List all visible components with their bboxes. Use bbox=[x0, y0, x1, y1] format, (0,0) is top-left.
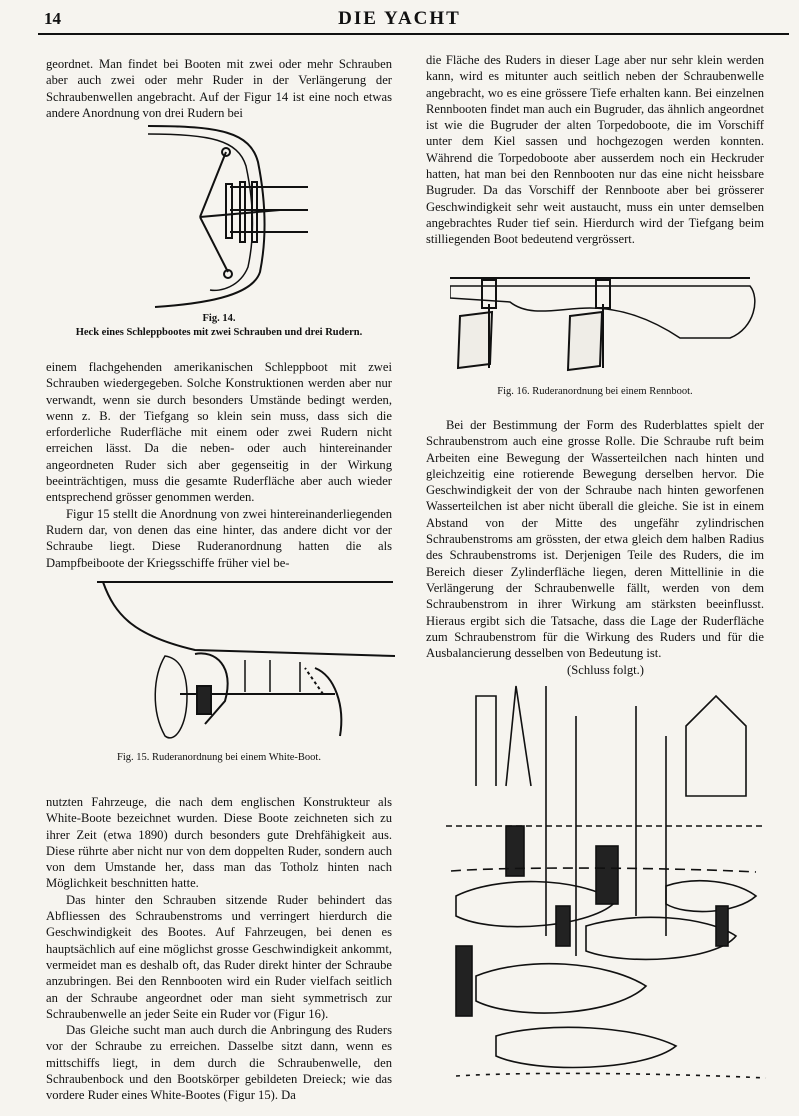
right-column-block-2 bbox=[426, 417, 764, 678]
figure-16 bbox=[450, 268, 760, 378]
figure-15-caption: Fig. 15. Ruderanordnung bei einem White-Boot. bbox=[117, 752, 321, 763]
paragraph: Figur 15 stellt die Anordnung von zwei hintereinanderliegenden Rudern dar, von denen das eine hinter, das andere dicht vor der Schraube liegt. Diese Ruderanordnung hatten die als Dampfbeiboote der Kriegsschiffe früher viel be- bbox=[46, 506, 392, 570]
right-column-block-1 bbox=[426, 52, 764, 248]
figure-14-drawing bbox=[140, 122, 390, 312]
figure-14 bbox=[140, 122, 390, 312]
figure-15 bbox=[95, 576, 395, 746]
page-number: 14 bbox=[44, 9, 61, 28]
closing-note: (Schluss folgt.) bbox=[567, 663, 644, 678]
left-column-block-2 bbox=[46, 359, 392, 571]
header-rule bbox=[38, 33, 789, 35]
figure-15-drawing bbox=[95, 576, 395, 746]
figure-14-title: Heck eines Schleppbootes mit zwei Schrauben und drei Rudern. bbox=[75, 327, 363, 338]
figure-14-number: Fig. 14. bbox=[202, 313, 236, 324]
magazine-title: DIE YACHT bbox=[338, 8, 461, 29]
paragraph: einem flachgehenden amerikanischen Schleppboot mit zwei Schrauben wiedergegeben. Solche Konstruktionen werden aber nur verwandt, wenn sie durch besonders Umstände bedingt werden, wenn z. B. der Tiefgang so klein sein muss, dass sich die erforderliche Ruderfläche mit einem oder zwei Rudern nicht erreichen lässt. Da die neben- oder auch hintereinander angeordneten Ruder sich aber gegenseitig in der Wirkung beeinträchtigen, muss die gesamte Ruderfläche aber auch wieder entsprechend grösser genommen werden. bbox=[46, 360, 392, 505]
left-column-block-3 bbox=[46, 794, 392, 1104]
figure-14-caption bbox=[46, 312, 392, 340]
paragraph: die Fläche des Ruders in dieser Lage aber nur sehr klein werden kann, wird es mitunter auch seitlich neben der Schraubenwelle angebracht, wo es eine grössere Tiefe erhalten kann. Bei einzelnen Rennbooten findet man auch ein Bugruder, das ähnlich angeordnet ist wie die Bugruder der alten Torpedoboote, die im Vorschiff unter dem Kiel sassen und hochgezogen werden konnten. Während die Torpedoboote aber ausserdem noch ein Heckruder hatten, hat man bei den Rennbooten nur das eine nicht heissbare Bugruder. Da das Vorschiff der Rennboote aber bei grösserer Geschwindigkeit sehr weit austaucht, muss ein unter demselben angebrachtes Ruder tief sein. Hierdurch wird der Tiefgang beim stilliegenden Boot bedeutend vergrössert. bbox=[426, 53, 764, 247]
harbor-sketch bbox=[436, 676, 776, 1086]
figure-16-drawing bbox=[450, 268, 760, 378]
left-column-block-1 bbox=[46, 56, 392, 121]
figure-16-caption: Fig. 16. Ruderanordnung bei einem Rennboot. bbox=[497, 386, 693, 397]
paragraph: geordnet. Man findet bei Booten mit zwei oder mehr Schrauben aber auch zwei oder mehr Ruder in der Verlängerung der Schraubenwellen angebracht. Auf der Figur 14 ist eine noch etwas andere Anordnung von drei Rudern bei bbox=[46, 57, 392, 120]
paragraph: nutzten Fahrzeuge, die nach dem englischen Konstrukteur als White-Boote bezeichnet wurden. Diese Boote zeichneten sich zu ihrer Zeit (etwa 1890) durch besonders gute Drehfähigkeit aus. Diese rührte aber nicht nur von dem doppelten Ruder, sondern auch von dem Umstande her, dass man das Totholz hinten nach Möglichkeit beschnitten hatte. bbox=[46, 795, 392, 891]
harbor-sketch-drawing bbox=[436, 676, 776, 1086]
paragraph: Das Gleiche sucht man auch durch die Anbringung des Ruders vor der Schraube zu erreichen. Dasselbe sitzt dann, wenn es mittschiffs liegt, in dem durch die Schraubenwelle, den Schraubenbock und den Bootskörper gebildeten Dreieck; wie das vordere Ruder eines White-Bootes (Figur 15). Da bbox=[46, 1023, 392, 1103]
paragraph: Das hinter den Schrauben sitzende Ruder behindert das Abfliessen des Schraubenstroms und verringert hierdurch die Geschwindigkeit des Bootes. Auf Fahrzeugen, bei denen es hauptsächlich auf eine möglichst grosse Geschwindigkeit ankommt, vermeidet man es deshalb oft, das Ruder direkt hinter der Schraube anzubringen. Bei den Rennbooten wird ein Ruder vielfach seitlich an der Schraube angeordnet oder man sieht symmetrisch zur Schraubenwelle an jeder Seite ein Ruder vor (Figur 16). bbox=[46, 892, 392, 1021]
paragraph: Bei der Bestimmung der Form des Ruderblattes spielt der Schraubenstrom auch eine grosse Rolle. Die Schraube ruft beim Arbeiten eine Bewegung der Wasserteilchen nach hinten und gleichzeitig eine rotierende Bewegung derselben hervor. Die Geschwindigkeit der von der Schraube nach hinten geworfenen Wasserteilchen ist aber nicht überall die gleiche. Sie ist in einem Abstand von der Mitte des ungefähr zylindrischen Schraubenstroms am grössten, der etwa gleich dem halben Radius des Schraubenstroms ist. Derjenigen Teile des Ruders, die im Bereich dieser Zylinderfläche liegen, deren Mittellinie in die Verlängerung der Schraubenwelle fällt, werden von dem Schraubenstrom in ihrer Wirkung am stärksten beeinflusst. Hieraus ergibt sich die Tatsache, dass die Lage der Ruderfläche zum Schraubenstrom für die Wirkung des Ruders und für die Ausbalancierung desselben von Bedeutung ist. bbox=[426, 418, 764, 661]
